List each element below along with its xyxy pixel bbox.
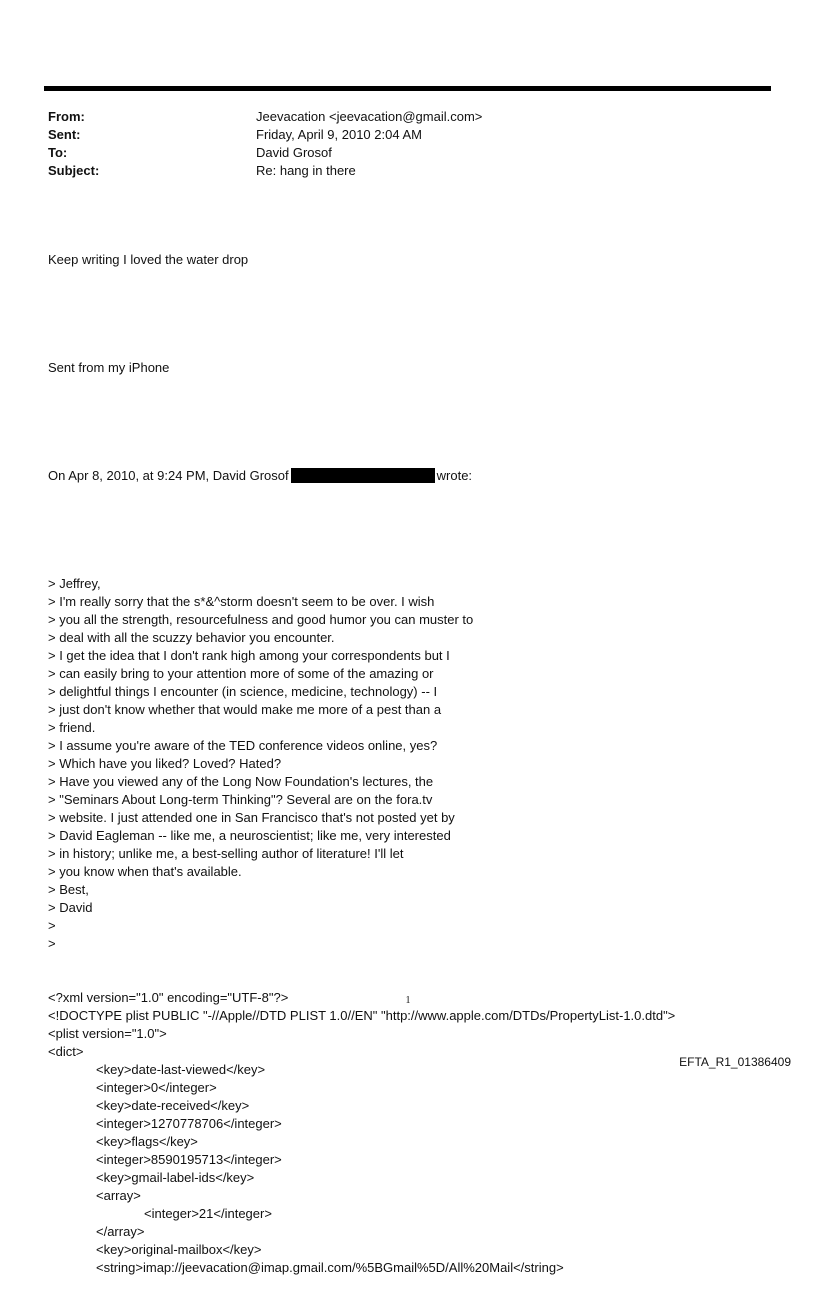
attribution-line xyxy=(48,467,675,485)
quoted-line: > can easily bring to your attention more of some of the amazing or xyxy=(48,666,434,681)
xml-line: <array> xyxy=(96,1188,141,1203)
xml-line: <string>imap://jeevacation@imap.gmail.com/%5BGmail%5D/All%20Mail</string> xyxy=(96,1260,564,1275)
header-rule xyxy=(44,86,771,91)
xml-line: <key>date-last-viewed</key> xyxy=(96,1062,266,1077)
xml-line: <plist version="1.0"> xyxy=(48,1026,167,1041)
attribution-prefix: On Apr 8, 2010, at 9:24 PM, David Grosof xyxy=(48,468,289,483)
from-label: From: xyxy=(48,109,85,124)
to-row xyxy=(48,144,748,162)
quoted-line: > David xyxy=(48,900,93,915)
quoted-line: > I'm really sorry that the s*&^storm doesn't seem to be over. I wish xyxy=(48,594,435,609)
reply-line: Keep writing I loved the water drop xyxy=(48,252,249,267)
quoted-line: > friend. xyxy=(48,720,96,735)
from-value: Jeevacation <jeevacation@gmail.com> xyxy=(256,109,483,124)
quoted-line: > deal with all the scuzzy behavior you encounter. xyxy=(48,630,335,645)
quoted-line: > Which have you liked? Loved? Hated? xyxy=(48,756,282,771)
sent-value: Friday, April 9, 2010 2:04 AM xyxy=(256,127,422,142)
xml-line: <dict> xyxy=(48,1044,84,1059)
sent-row xyxy=(48,126,748,144)
quoted-line: > Have you viewed any of the Long Now Foundation's lectures, the xyxy=(48,774,434,789)
xml-line: <key>flags</key> xyxy=(96,1134,198,1149)
quoted-line: > you know when that's available. xyxy=(48,864,242,879)
quoted-line: > I get the idea that I don't rank high among your correspondents but I xyxy=(48,648,450,663)
sent-label: Sent: xyxy=(48,127,81,142)
xml-line: <key>original-mailbox</key> xyxy=(96,1242,262,1257)
quoted-line: > just don't know whether that would make me more of a pest than a xyxy=(48,702,442,717)
to-value: David Grosof xyxy=(256,145,332,160)
xml-line: <?xml version="1.0" encoding="UTF-8"?> xyxy=(48,990,289,1005)
xml-line: <key>gmail-label-ids</key> xyxy=(96,1170,255,1185)
document-id: EFTA_R1_01386409 xyxy=(679,1055,791,1069)
quoted-line: > xyxy=(48,936,56,951)
quoted-line: > I assume you're aware of the TED conference videos online, yes? xyxy=(48,738,438,753)
quoted-line: > in history; unlike me, a best-selling author of literature! I'll let xyxy=(48,846,404,861)
subject-row xyxy=(48,162,748,180)
quoted-line: > "Seminars About Long-term Thinking"? Several are on the fora.tv xyxy=(48,792,433,807)
quoted-line: > website. I just attended one in San Francisco that's not posted yet by xyxy=(48,810,455,825)
xml-plist-block xyxy=(48,989,675,1277)
from-row xyxy=(48,108,748,126)
quoted-line: > Best, xyxy=(48,882,89,897)
email-body xyxy=(48,215,675,1295)
email-header xyxy=(48,108,748,180)
redaction-box xyxy=(291,468,435,483)
to-label: To: xyxy=(48,145,68,160)
xml-line: <integer>21</integer> xyxy=(144,1206,272,1221)
xml-line: <!DOCTYPE plist PUBLIC "-//Apple//DTD PLIST 1.0//EN" "http://www.apple.com/DTDs/PropertyList-1.0.dtd"> xyxy=(48,1008,676,1023)
subject-value: Re: hang in there xyxy=(256,163,356,178)
xml-line: <integer>0</integer> xyxy=(96,1080,217,1095)
xml-line: <integer>8590195713</integer> xyxy=(96,1152,282,1167)
quoted-line: > delightful things I encounter (in science, medicine, technology) -- I xyxy=(48,684,438,699)
quoted-line: > you all the strength, resourcefulness and good humor you can muster to xyxy=(48,612,474,627)
quoted-line: > David Eagleman -- like me, a neuroscientist; like me, very interested xyxy=(48,828,451,843)
xml-line: <key>date-received</key> xyxy=(96,1098,250,1113)
quoted-line: > Jeffrey, xyxy=(48,576,101,591)
signature: Sent from my iPhone xyxy=(48,360,170,375)
attribution-suffix: wrote: xyxy=(436,468,473,483)
quoted-message xyxy=(48,575,675,953)
page-number: 1 xyxy=(405,995,411,1006)
xml-line: <integer>1270778706</integer> xyxy=(96,1116,282,1131)
quoted-line: > xyxy=(48,918,56,933)
xml-line: </array> xyxy=(96,1224,145,1239)
subject-label: Subject: xyxy=(48,163,100,178)
